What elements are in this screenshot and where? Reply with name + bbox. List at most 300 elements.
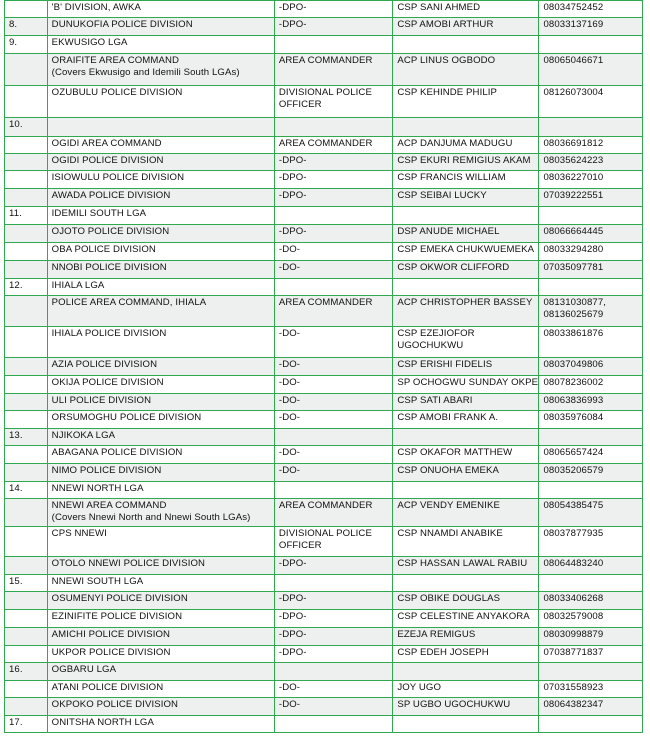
designation-text: DIVISIONAL POLICE — [278, 528, 372, 539]
officer-name-text: CSP AMOBI FRANK A. — [397, 412, 499, 423]
designation-cell — [274, 171, 392, 189]
officer-name-text: DSP ANUDE MICHAEL — [397, 226, 500, 237]
officer-name-text: CSP EDEH JOSEPH — [397, 647, 489, 658]
serial-number-cell — [5, 557, 48, 575]
table-body — [5, 1, 643, 733]
officer-name-text: CSP HASSAN LAWAL RABIU — [397, 558, 528, 569]
designation-text: AREA COMMANDER — [278, 297, 373, 308]
officer-name-text: ACP VENDY EMENIKE — [397, 500, 500, 511]
officer-name-cell — [393, 646, 539, 663]
designation-text: -DPO- — [278, 611, 307, 622]
phone-number-cell — [539, 189, 643, 207]
table-row — [5, 681, 643, 698]
phone-number-cell — [539, 592, 643, 610]
table-row — [5, 464, 643, 482]
officer-name-text: CSP OKAFOR MATTHEW — [397, 447, 513, 458]
command-unit-cell — [47, 1, 274, 18]
phone-number-cell — [539, 86, 643, 118]
table-row — [5, 54, 643, 86]
phone-number-text: 08131030877, — [543, 297, 607, 308]
phone-number-cell — [539, 499, 643, 527]
designation-cell — [274, 358, 392, 376]
phone-number-text: 07039222551 — [543, 190, 604, 201]
table-row — [5, 376, 643, 394]
phone-number-cell — [539, 376, 643, 394]
command-unit-cell — [47, 557, 274, 575]
table-row — [5, 716, 643, 733]
command-unit-cell — [47, 137, 274, 154]
officer-name-cell — [393, 243, 539, 261]
designation-cell — [274, 327, 392, 358]
phone-number-text: 08033294280 — [543, 244, 604, 255]
officer-name-cell — [393, 446, 539, 464]
command-unit-cell — [47, 646, 274, 663]
designation-cell — [274, 376, 392, 394]
phone-number-text: 07038771837 — [543, 647, 604, 658]
officer-name-cell — [393, 592, 539, 610]
designation-cell — [274, 610, 392, 628]
phone-number-text: 08037877935 — [543, 528, 604, 539]
phone-number-cell — [539, 394, 643, 411]
serial-number-cell — [5, 54, 48, 86]
table-row — [5, 86, 643, 118]
designation-cell — [274, 243, 392, 261]
designation-text: -DPO- — [278, 190, 307, 201]
serial-number-cell — [5, 394, 48, 411]
designation-cell — [274, 628, 392, 646]
officer-name-text: CSP SATI ABARI — [397, 395, 473, 406]
command-unit-text: ISIOWULU POLICE DIVISION — [51, 172, 185, 183]
phone-number-cell — [539, 411, 643, 429]
command-unit-cell — [47, 279, 274, 296]
command-unit-cell — [47, 261, 274, 279]
serial-number-cell — [5, 464, 48, 482]
officer-name-cell — [393, 628, 539, 646]
phone-number-text: 08033861876 — [543, 328, 604, 339]
designation-cell — [274, 137, 392, 154]
officer-name-text: CSP OBIKE DOUGLAS — [397, 593, 501, 604]
table-row — [5, 118, 643, 137]
command-unit-cell — [47, 446, 274, 464]
phone-number-cell — [539, 137, 643, 154]
serial-number-cell — [5, 327, 48, 358]
command-unit-cell — [47, 663, 274, 681]
phone-number-text: 08032579008 — [543, 611, 604, 622]
officer-name-cell — [393, 225, 539, 243]
table-row — [5, 36, 643, 54]
serial-number-cell — [5, 225, 48, 243]
command-unit-text: AMICHI POLICE DIVISION — [51, 629, 171, 640]
officer-name-cell — [393, 394, 539, 411]
serial-number-cell — [5, 171, 48, 189]
document-page — [4, 0, 643, 733]
table-row — [5, 646, 643, 663]
phone-number-text: 08136025679 — [543, 309, 604, 320]
phone-number-cell — [539, 716, 643, 733]
officer-name-text: SP OCHOGWU SUNDAY OKPE — [397, 377, 539, 388]
designation-cell — [274, 225, 392, 243]
table-row — [5, 137, 643, 154]
command-unit-text: CPS NNEWI — [51, 528, 107, 539]
phone-number-cell — [539, 243, 643, 261]
officer-name-text: CSP ERISHI FIDELIS — [397, 359, 493, 370]
table-row — [5, 499, 643, 527]
designation-cell — [274, 207, 392, 225]
designation-text: -DO- — [278, 377, 301, 388]
command-unit-text: ONITSHA NORTH LGA — [51, 717, 154, 728]
officer-name-text: CSP EZEJIOFOR — [397, 328, 475, 339]
officer-name-cell — [393, 358, 539, 376]
command-unit-text: NNEWI SOUTH LGA — [51, 576, 144, 587]
phone-number-cell — [539, 610, 643, 628]
phone-number-cell — [539, 207, 643, 225]
designation-text: -DPO- — [278, 558, 307, 569]
designation-cell — [274, 446, 392, 464]
phone-number-cell — [539, 171, 643, 189]
designation-text: -DO- — [278, 699, 301, 710]
command-unit-text: UKPOR POLICE DIVISION — [51, 647, 171, 658]
table-row — [5, 279, 643, 296]
serial-number-cell: 9. — [5, 36, 48, 54]
designation-cell — [274, 646, 392, 663]
phone-number-text: 08126073004 — [543, 87, 604, 98]
designation-cell — [274, 411, 392, 429]
officer-name-cell — [393, 18, 539, 36]
phone-number-cell — [539, 118, 643, 137]
command-unit-text: DUNUKOFIA POLICE DIVISION — [51, 19, 193, 30]
phone-number-cell — [539, 464, 643, 482]
officer-name-cell — [393, 118, 539, 137]
command-unit-text: POLICE AREA COMMAND, IHIALA — [51, 297, 207, 308]
command-unit-text: OJOTO POLICE DIVISION — [51, 226, 170, 237]
officer-name-cell — [393, 698, 539, 716]
serial-number-cell: 10. — [5, 118, 48, 137]
command-unit-cell — [47, 698, 274, 716]
command-unit-cell — [47, 628, 274, 646]
phone-number-text: 08036227010 — [543, 172, 604, 183]
command-unit-text: OZUBULU POLICE DIVISION — [51, 87, 183, 98]
table-row — [5, 429, 643, 446]
serial-number-cell — [5, 358, 48, 376]
command-unit-cell — [47, 18, 274, 36]
officer-name-cell — [393, 429, 539, 446]
command-unit-text: (Covers Ekwusigo and Idemili South LGAs) — [51, 67, 240, 78]
officer-name-text: CSP OKWOR CLIFFORD — [397, 262, 510, 273]
table-row — [5, 482, 643, 499]
table-row — [5, 358, 643, 376]
table-row — [5, 446, 643, 464]
command-unit-text: IDEMILI SOUTH LGA — [51, 208, 147, 219]
command-unit-cell — [47, 86, 274, 118]
phone-number-cell — [539, 557, 643, 575]
designation-cell — [274, 279, 392, 296]
officer-name-cell — [393, 1, 539, 18]
designation-cell — [274, 118, 392, 137]
command-unit-cell — [47, 36, 274, 54]
table-row — [5, 527, 643, 557]
serial-number-cell — [5, 499, 48, 527]
officer-name-text: CSP KEHINDE PHILIP — [397, 87, 498, 98]
command-unit-text: NIMO POLICE DIVISION — [51, 465, 162, 476]
designation-cell — [274, 18, 392, 36]
serial-number-cell — [5, 698, 48, 716]
officer-name-cell — [393, 207, 539, 225]
table-row — [5, 394, 643, 411]
serial-number-cell — [5, 681, 48, 698]
designation-text: -DO- — [278, 328, 301, 339]
serial-number-cell — [5, 446, 48, 464]
table-row — [5, 663, 643, 681]
officer-name-cell — [393, 464, 539, 482]
designation-cell — [274, 663, 392, 681]
command-unit-text: EKWUSIGO LGA — [51, 37, 128, 48]
officer-name-cell — [393, 499, 539, 527]
officer-name-text: ACP DANJUMA MADUGU — [397, 138, 513, 149]
designation-cell — [274, 557, 392, 575]
officer-name-cell — [393, 716, 539, 733]
command-unit-text: ORAIFITE AREA COMMAND — [51, 55, 180, 66]
command-unit-text: IHIALA POLICE DIVISION — [51, 328, 167, 339]
designation-text: -DPO- — [278, 629, 307, 640]
table-row — [5, 18, 643, 36]
serial-number-cell: 16. — [5, 663, 48, 681]
officer-name-cell — [393, 327, 539, 358]
phone-number-cell — [539, 527, 643, 557]
phone-number-cell — [539, 628, 643, 646]
command-unit-cell — [47, 54, 274, 86]
phone-number-cell — [539, 1, 643, 18]
officer-name-text: CSP AMOBI ARTHUR — [397, 19, 494, 30]
serial-number-cell — [5, 628, 48, 646]
command-unit-cell — [47, 189, 274, 207]
phone-number-cell — [539, 36, 643, 54]
phone-number-text: 08066664445 — [543, 226, 604, 237]
table-row — [5, 575, 643, 592]
table-row — [5, 610, 643, 628]
designation-cell — [274, 54, 392, 86]
designation-cell — [274, 1, 392, 18]
officer-name-text: CSP FRANCIS WILLIAM — [397, 172, 506, 183]
table-row — [5, 557, 643, 575]
command-unit-cell — [47, 118, 274, 137]
officer-name-text: JOY UGO — [397, 682, 442, 693]
serial-number-cell — [5, 243, 48, 261]
table-row — [5, 327, 643, 358]
serial-number-cell — [5, 411, 48, 429]
designation-cell — [274, 681, 392, 698]
designation-text: OFFICER — [278, 540, 322, 551]
officer-name-cell — [393, 189, 539, 207]
serial-number-cell — [5, 154, 48, 171]
command-unit-text: OKPOKO POLICE DIVISION — [51, 699, 179, 710]
designation-cell — [274, 527, 392, 557]
table-row — [5, 628, 643, 646]
officer-name-cell — [393, 261, 539, 279]
phone-number-text: 08054385475 — [543, 500, 604, 511]
officer-name-cell — [393, 279, 539, 296]
designation-cell — [274, 429, 392, 446]
designation-cell — [274, 86, 392, 118]
command-unit-cell — [47, 394, 274, 411]
command-unit-cell — [47, 296, 274, 327]
serial-number-cell — [5, 296, 48, 327]
phone-number-text: 07031558923 — [543, 682, 604, 693]
designation-cell — [274, 261, 392, 279]
command-unit-cell — [47, 207, 274, 225]
designation-cell — [274, 482, 392, 499]
officer-name-cell — [393, 86, 539, 118]
phone-number-text: 08033406268 — [543, 593, 604, 604]
phone-number-text: 08036691812 — [543, 138, 604, 149]
officer-name-cell — [393, 681, 539, 698]
phone-number-text: 08063836993 — [543, 395, 604, 406]
officer-name-text: CSP NNAMDI ANABIKE — [397, 528, 503, 539]
command-unit-cell — [47, 154, 274, 171]
designation-cell — [274, 698, 392, 716]
phone-number-cell — [539, 154, 643, 171]
command-unit-cell — [47, 482, 274, 499]
designation-text: -DO- — [278, 244, 301, 255]
officer-name-cell — [393, 171, 539, 189]
designation-cell — [274, 36, 392, 54]
designation-text: -DPO- — [278, 172, 307, 183]
designation-text: -DO- — [278, 359, 301, 370]
designation-text: -DPO- — [278, 155, 307, 166]
command-unit-text: OTOLO NNEWI POLICE DIVISION — [51, 558, 206, 569]
phone-number-text: 08064483240 — [543, 558, 604, 569]
table-row — [5, 207, 643, 225]
officer-name-cell — [393, 54, 539, 86]
serial-number-cell: 14. — [5, 482, 48, 499]
command-unit-text: ATANI POLICE DIVISION — [51, 682, 164, 693]
officer-name-text: CSP EKURI REMIGIUS AKAM — [397, 155, 531, 166]
officer-name-cell — [393, 610, 539, 628]
command-unit-text: NJIKOKA LGA — [51, 430, 116, 441]
phone-number-text: 08035976084 — [543, 412, 604, 423]
serial-number-cell: 17. — [5, 716, 48, 733]
command-unit-cell — [47, 527, 274, 557]
phone-number-text: 08035206579 — [543, 465, 604, 476]
phone-number-text: 08034752452 — [543, 2, 604, 13]
serial-number-cell — [5, 646, 48, 663]
officer-name-text: CSP ONUOHA EMEKA — [397, 465, 499, 476]
officer-name-cell — [393, 376, 539, 394]
officer-name-cell — [393, 411, 539, 429]
serial-number-cell: 13. — [5, 429, 48, 446]
designation-cell — [274, 296, 392, 327]
table-row — [5, 171, 643, 189]
table-row — [5, 189, 643, 207]
command-unit-text: ABAGANA POLICE DIVISION — [51, 447, 183, 458]
designation-text: DIVISIONAL POLICE — [278, 87, 372, 98]
phone-number-cell — [539, 429, 643, 446]
table-row — [5, 261, 643, 279]
phone-number-text: 08065046671 — [543, 55, 604, 66]
designation-cell — [274, 464, 392, 482]
table-row — [5, 154, 643, 171]
serial-number-cell — [5, 1, 48, 18]
command-unit-cell — [47, 171, 274, 189]
phone-number-text: 08064382347 — [543, 699, 604, 710]
designation-cell — [274, 189, 392, 207]
designation-text: -DPO- — [278, 2, 307, 13]
command-unit-cell — [47, 327, 274, 358]
designation-text: AREA COMMANDER — [278, 500, 373, 511]
phone-number-cell — [539, 663, 643, 681]
command-unit-text: 'B' DIVISION, AWKA — [51, 2, 142, 13]
police-commands-table — [4, 0, 643, 733]
phone-number-cell — [539, 446, 643, 464]
phone-number-cell — [539, 575, 643, 592]
command-unit-cell — [47, 681, 274, 698]
table-row — [5, 243, 643, 261]
officer-name-text: ACP CHRISTOPHER BASSEY — [397, 297, 533, 308]
serial-number-cell: 8. — [5, 18, 48, 36]
designation-cell — [274, 716, 392, 733]
designation-cell — [274, 394, 392, 411]
command-unit-text: OBA POLICE DIVISION — [51, 244, 156, 255]
serial-number-cell — [5, 610, 48, 628]
officer-name-text: EZEJA REMIGUS — [397, 629, 476, 640]
phone-number-cell — [539, 358, 643, 376]
designation-cell — [274, 499, 392, 527]
officer-name-text: CSP SEIBAI LUCKY — [397, 190, 487, 201]
command-unit-text: NNEWI AREA COMMAND — [51, 500, 167, 511]
designation-text: -DPO- — [278, 226, 307, 237]
command-unit-text: OGIDI POLICE DIVISION — [51, 155, 164, 166]
command-unit-cell — [47, 429, 274, 446]
designation-text: AREA COMMANDER — [278, 138, 373, 149]
phone-number-text: 08065657424 — [543, 447, 604, 458]
command-unit-text: EZINIFITE POLICE DIVISION — [51, 611, 183, 622]
command-unit-text: OGBARU LGA — [51, 664, 117, 675]
serial-number-cell: 11. — [5, 207, 48, 225]
phone-number-text: 07035097781 — [543, 262, 604, 273]
officer-name-text: CSP CELESTINE ANYAKORA — [397, 611, 530, 622]
table-row — [5, 296, 643, 327]
designation-text: -DO- — [278, 262, 301, 273]
designation-text: -DPO- — [278, 19, 307, 30]
designation-cell — [274, 575, 392, 592]
serial-number-cell: 15. — [5, 575, 48, 592]
command-unit-text: IHIALA LGA — [51, 280, 105, 291]
officer-name-text: CSP SANI AHMED — [397, 2, 481, 13]
officer-name-cell — [393, 137, 539, 154]
serial-number-cell — [5, 137, 48, 154]
phone-number-cell — [539, 482, 643, 499]
phone-number-cell — [539, 698, 643, 716]
serial-number-cell — [5, 86, 48, 118]
phone-number-cell — [539, 18, 643, 36]
designation-text: AREA COMMANDER — [278, 55, 373, 66]
serial-number-cell — [5, 527, 48, 557]
table-row — [5, 225, 643, 243]
designation-text: -DO- — [278, 682, 301, 693]
table-row — [5, 411, 643, 429]
designation-text: OFFICER — [278, 99, 322, 110]
phone-number-cell — [539, 681, 643, 698]
designation-text: -DPO- — [278, 647, 307, 658]
phone-number-text: 08037049806 — [543, 359, 604, 370]
serial-number-cell — [5, 189, 48, 207]
command-unit-cell — [47, 592, 274, 610]
officer-name-cell — [393, 296, 539, 327]
phone-number-text: 08030998879 — [543, 629, 604, 640]
officer-name-cell — [393, 557, 539, 575]
designation-text: -DPO- — [278, 593, 307, 604]
phone-number-cell — [539, 54, 643, 86]
phone-number-cell — [539, 327, 643, 358]
